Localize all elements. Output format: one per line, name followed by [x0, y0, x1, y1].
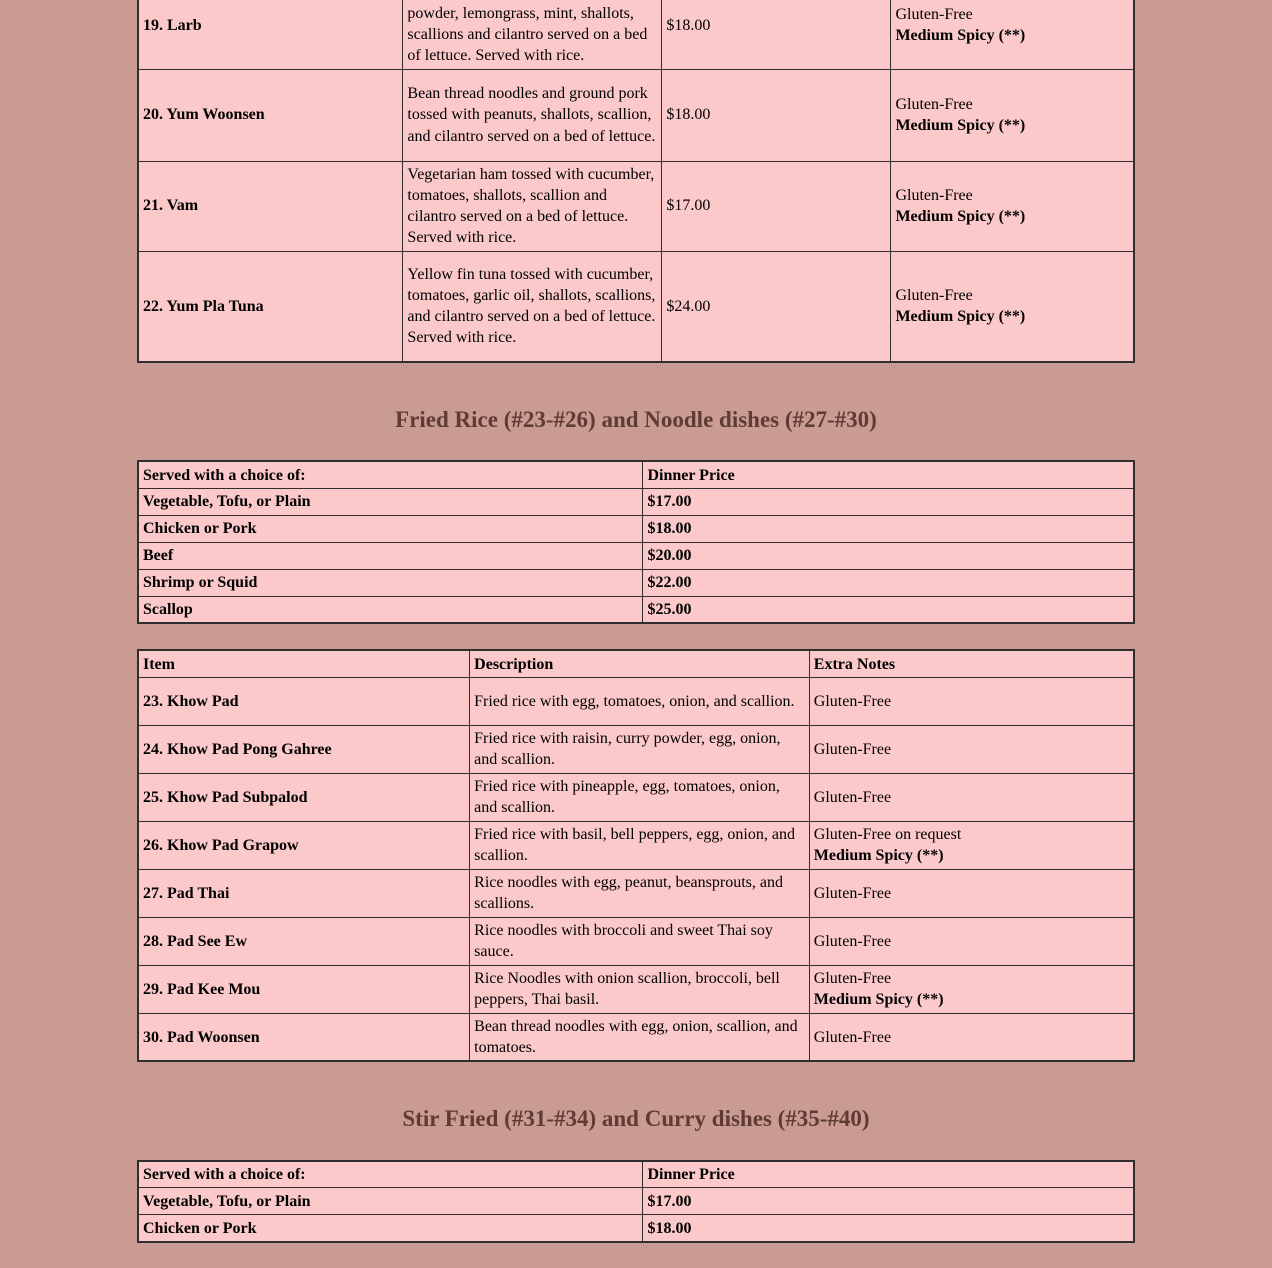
- choice-label: Scallop: [138, 596, 643, 623]
- item-description: Fried rice with egg, tomatoes, onion, and scallion.: [470, 677, 810, 725]
- note-medium-spicy: Medium Spicy (**): [895, 308, 1026, 326]
- item-name: 19. Larb: [138, 0, 403, 69]
- table-row: [138, 542, 1134, 569]
- note-gluten-free: Gluten-Free: [813, 1028, 892, 1046]
- item-price: $24.00: [662, 251, 891, 362]
- choice-price: $18.00: [643, 1215, 1134, 1242]
- item-notes: [809, 1013, 1134, 1061]
- table-row: [138, 251, 1134, 362]
- choice-price: $22.00: [643, 569, 1134, 596]
- stir-fried-price-table: [137, 1160, 1135, 1243]
- section-heading-stir-fried: Stir Fried (#31-#34) and Curry dishes (#35-#40): [402, 1106, 870, 1132]
- choice-label: Chicken or Pork: [138, 1215, 643, 1242]
- column-header-item: Item: [138, 650, 470, 677]
- note-gluten-free: Gluten-Free: [895, 287, 973, 305]
- item-description: Vegetarian ham tossed with cucumber, tomatoes, shallots, scallion and cilantro served on a bed of lettuce. Served with rice.: [403, 161, 662, 251]
- note-medium-spicy: Medium Spicy (**): [895, 27, 1026, 45]
- choice-price: $17.00: [643, 1188, 1134, 1215]
- choice-label: Beef: [138, 542, 643, 569]
- item-name: 20. Yum Woonsen: [138, 69, 403, 161]
- item-notes: [809, 869, 1134, 917]
- item-description: Bean thread noodles and ground pork tossed with peanuts, shallots, scallion, and cilantro served on a bed of lettuce.: [403, 69, 662, 161]
- item-name: 27. Pad Thai: [138, 869, 470, 917]
- salads-table: [137, 0, 1135, 363]
- item-notes: [891, 0, 1134, 69]
- table-row: [138, 69, 1134, 161]
- item-name: 25. Khow Pad Subpalod: [138, 773, 470, 821]
- note-gluten-free: Gluten-Free: [813, 884, 892, 902]
- choice-price: $20.00: [643, 542, 1134, 569]
- item-notes: [809, 773, 1134, 821]
- note-gluten-free: Gluten-Free: [813, 970, 892, 988]
- table-row: [138, 515, 1134, 542]
- table-header-row: [138, 650, 1134, 677]
- note-gluten-free: Gluten-Free: [813, 692, 892, 710]
- choice-label: Shrimp or Squid: [138, 569, 643, 596]
- column-header-choice: Served with a choice of:: [138, 461, 643, 488]
- column-header-extra-notes: Extra Notes: [809, 650, 1134, 677]
- item-name: 21. Vam: [138, 161, 403, 251]
- column-header-description: Description: [470, 650, 810, 677]
- note-gluten-free: Gluten-Free: [895, 6, 973, 24]
- note-gluten-free: Gluten-Free: [895, 95, 973, 113]
- item-description: Yellow fin tuna tossed with cucumber, tomatoes, garlic oil, shallots, scallions, and cilantro served on a bed of lettuce. Served with rice.: [403, 251, 662, 362]
- choice-price: $17.00: [643, 488, 1134, 515]
- item-description: Fried rice with pineapple, egg, tomatoes, onion, and scallion.: [470, 773, 810, 821]
- table-row: [138, 1013, 1134, 1061]
- item-notes: [809, 725, 1134, 773]
- table-row: [138, 725, 1134, 773]
- table-row: [138, 1215, 1134, 1242]
- item-name: 30. Pad Woonsen: [138, 1013, 470, 1061]
- item-notes: [809, 821, 1134, 869]
- table-row: [138, 917, 1134, 965]
- note-gluten-free: Gluten-Free: [895, 186, 973, 204]
- item-name: 24. Khow Pad Pong Gahree: [138, 725, 470, 773]
- item-name: 23. Khow Pad: [138, 677, 470, 725]
- table-row: [138, 596, 1134, 623]
- item-notes: [809, 917, 1134, 965]
- item-description: Bean thread noodles with egg, onion, scallion, and tomatoes.: [470, 1013, 810, 1061]
- table-row: [138, 569, 1134, 596]
- note-medium-spicy: Medium Spicy (**): [813, 991, 944, 1009]
- table-row: [138, 161, 1134, 251]
- item-price: $17.00: [662, 161, 891, 251]
- column-header-dinner-price: Dinner Price: [643, 461, 1134, 488]
- fried-rice-items-table: [137, 649, 1135, 1062]
- table-header-row: [138, 461, 1134, 488]
- item-name: 29. Pad Kee Mou: [138, 965, 470, 1013]
- choice-price: $18.00: [643, 515, 1134, 542]
- note-medium-spicy: Medium Spicy (**): [895, 117, 1026, 134]
- item-notes: [891, 251, 1134, 362]
- fried-rice-price-table: [137, 460, 1135, 624]
- table-row: [138, 965, 1134, 1013]
- item-name: 26. Khow Pad Grapow: [138, 821, 470, 869]
- item-description: Rice noodles with egg, peanut, beansprouts, and scallions.: [470, 869, 810, 917]
- table-row: [138, 488, 1134, 515]
- item-notes: [891, 161, 1134, 251]
- column-header-choice: Served with a choice of:: [138, 1161, 643, 1188]
- table-row: [138, 869, 1134, 917]
- note-gluten-free: Gluten-Free: [813, 740, 892, 758]
- column-header-dinner-price: Dinner Price: [643, 1161, 1134, 1188]
- table-row: [138, 0, 1134, 69]
- item-price: $18.00: [662, 69, 891, 161]
- item-notes: [891, 69, 1134, 161]
- item-description: powder, lemongrass, mint, shallots, scallions and cilantro served on a bed of lettuce. Served with rice.: [403, 0, 662, 69]
- table-row: [138, 677, 1134, 725]
- table-row: [138, 773, 1134, 821]
- note-gluten-free: Gluten-Free on request: [813, 826, 962, 844]
- table-row: [138, 821, 1134, 869]
- choice-label: Vegetable, Tofu, or Plain: [138, 488, 643, 515]
- choice-price: $25.00: [643, 596, 1134, 623]
- item-notes: [809, 965, 1134, 1013]
- item-name: 22. Yum Pla Tuna: [138, 251, 403, 362]
- note-gluten-free: Gluten-Free: [813, 932, 892, 950]
- choice-label: Chicken or Pork: [138, 515, 643, 542]
- item-description: Rice Noodles with onion scallion, broccoli, bell peppers, Thai basil.: [470, 965, 810, 1013]
- section-heading-fried-rice: Fried Rice (#23-#26) and Noodle dishes (#27-#30): [395, 407, 877, 432]
- menu-page: [137, 0, 1135, 1243]
- table-row: [138, 1188, 1134, 1215]
- item-description: Fried rice with raisin, curry powder, egg, onion, and scallion.: [470, 725, 810, 773]
- note-gluten-free: Gluten-Free: [813, 788, 892, 806]
- choice-label: Vegetable, Tofu, or Plain: [138, 1188, 643, 1215]
- item-price: $18.00: [662, 0, 891, 69]
- table-header-row: [138, 1161, 1134, 1188]
- item-description: Fried rice with basil, bell peppers, egg, onion, and scallion.: [470, 821, 810, 869]
- item-notes: [809, 677, 1134, 725]
- note-medium-spicy: Medium Spicy (**): [895, 208, 1026, 225]
- item-name: 28. Pad See Ew: [138, 917, 470, 965]
- note-medium-spicy: Medium Spicy (**): [813, 847, 944, 865]
- item-description: Rice noodles with broccoli and sweet Thai soy sauce.: [470, 917, 810, 965]
